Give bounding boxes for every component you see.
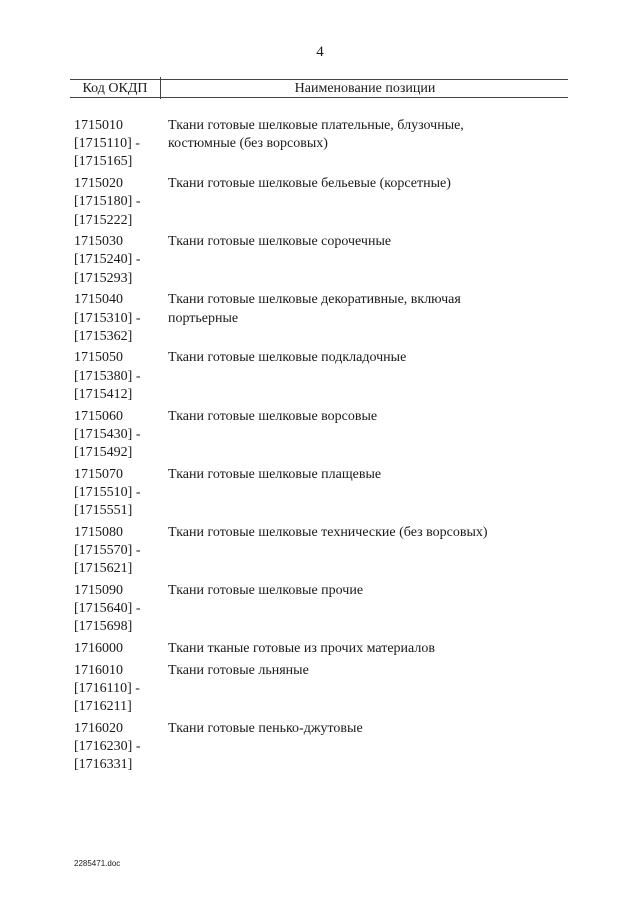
table-row (74, 662, 544, 717)
header-column-divider (160, 77, 161, 99)
row-code: 1715070 [1715510] - [1715551] (74, 466, 141, 519)
table-row (74, 291, 544, 346)
row-name: Ткани готовые шелковые декоративные, включая портьерные (168, 292, 461, 326)
table-header (70, 77, 568, 99)
table-row (74, 408, 544, 463)
row-name: Ткани готовые шелковые плательные, блузочные, костюмные (без ворсовых) (168, 118, 464, 152)
row-code: 1716010 [1716110] - [1716211] (74, 662, 140, 715)
table-row (74, 466, 544, 521)
row-name: Ткани готовые шелковые плащевые (168, 466, 382, 482)
table-row (74, 640, 544, 658)
row-name: Ткани готовые шелковые технические (без ворсовых) (168, 524, 488, 540)
table-body (74, 117, 544, 778)
table-row (74, 349, 544, 404)
row-code: 1715050 [1715380] - [1715412] (74, 350, 141, 402)
row-code: 1715030 [1715240] - [1715293] (74, 234, 141, 286)
header-code: Код ОКДП (82, 81, 148, 96)
table-row (74, 117, 544, 172)
table-row (74, 233, 544, 288)
row-code: 1715020 [1715180] - [1715222] (74, 176, 141, 228)
row-code: 1716000 (74, 640, 123, 656)
header-name: Наименование позиции (294, 81, 436, 96)
row-name: Ткани готовые шелковые сорочечные (168, 234, 392, 250)
row-code: 1715080 [1715570] - [1715621] (74, 524, 141, 577)
row-name: Ткани готовые шелковые прочие (168, 582, 364, 598)
table-row (74, 582, 544, 637)
row-code: 1715010 [1715110] - [1715165] (74, 118, 140, 170)
row-name: Ткани готовые шелковые ворсовые (168, 408, 378, 424)
row-code: 1715090 [1715640] - [1715698] (74, 582, 141, 635)
row-name: Ткани готовые льняные (168, 662, 309, 678)
page-number: 4 (316, 44, 324, 60)
file-name-footer: 2285471.doc (74, 859, 121, 868)
row-code: 1715060 [1715430] - [1715492] (74, 408, 141, 460)
row-code: 1715040 [1715310] - [1715362] (74, 292, 141, 344)
table-row (74, 720, 544, 775)
header-bottom-rule (70, 97, 568, 98)
row-name: Ткани готовые пенько-джутовые (168, 720, 363, 736)
table-row (74, 175, 544, 230)
table-row (74, 524, 544, 579)
row-name: Ткани готовые шелковые подкладочные (168, 350, 407, 366)
row-name: Ткани готовые шелковые бельевые (корсетные) (168, 176, 451, 192)
header-top-rule (70, 79, 568, 80)
row-name: Ткани тканые готовые из прочих материалов (168, 640, 435, 656)
row-code: 1716020 [1716230] - [1716331] (74, 720, 141, 773)
